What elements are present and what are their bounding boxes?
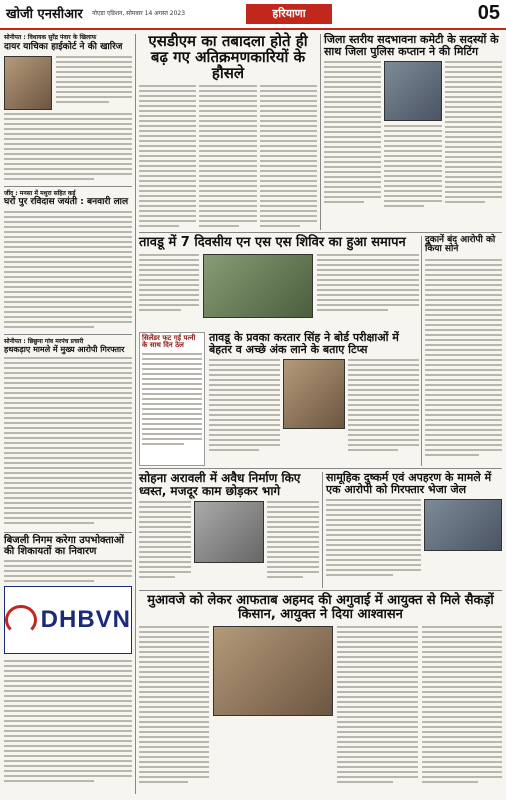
- demolition-photo: [194, 501, 264, 563]
- dhbvn-brand: DHBVN: [40, 606, 131, 633]
- cylinder-story: [139, 332, 205, 466]
- top-center-headline: एसडीएम का तबादला होते ही बढ़ गए अतिक्रमणकारियों के हौसले: [148, 32, 308, 82]
- top-right-headline: जिला स्तरीय सदभावना कमेटी के सदस्यों के साथ जिला पुलिस कप्तान ने की मिटिंग: [324, 33, 499, 58]
- left-column: [4, 34, 132, 794]
- compensation-headline: मुआवजे को लेकर आफताब अहमद की अगुवाई में आयुक्त से मिले सैकड़ों किसान, आयुक्त ने दिया आश्वासन: [147, 593, 494, 622]
- farmers-photo: [213, 626, 333, 716]
- right-side-story: [425, 236, 502, 464]
- meeting-photo: [384, 61, 441, 121]
- story3-kicker: सोनीपत : छिछुना गांव मरपंच प्रचारी: [4, 337, 84, 345]
- arrest-photo: [424, 499, 502, 551]
- sohna-demolition-story: [139, 472, 319, 588]
- story4-headline: बिजली निगम करेगा उपभोक्ताओं की शिकायतों का निवारण: [4, 535, 124, 557]
- top-center-story: [139, 34, 317, 230]
- arrest-story: [326, 472, 502, 588]
- edition-date: नोएडा एडिशन, सोमवार 14 अगस्त 2023: [92, 10, 186, 17]
- story1-headline: दायर याचिका हाईकोर्ट ने की खारिज: [4, 42, 123, 52]
- dhbvn-logo-icon: [5, 605, 37, 635]
- speaker-photo: [283, 359, 345, 429]
- story2-headline: घरों पुर रविदास जयंती : बनवारी लाल: [4, 197, 129, 208]
- sohna-demolition-headline: सोहना अरावली में अवैध निर्माण किए ध्वस्त, मजदूर काम छोड़कर भागे: [139, 471, 301, 498]
- story1-kicker: सोनीपत : विधायक सुरेंद्र पंवार के खिलाफ: [4, 34, 97, 41]
- dhbvn-advert: [4, 586, 132, 654]
- section-title: हरियाणा: [246, 4, 332, 24]
- top-right-story: [324, 34, 502, 230]
- story2-kicker: जींद : मनसा में मथुरा सहित कई: [4, 190, 76, 198]
- board-exam-story: [209, 332, 419, 466]
- masthead: [0, 0, 506, 30]
- story3-headline: हथकड़ाए मामले में मुख्य आरोपी गिरफ्तार: [4, 344, 125, 354]
- nss-camp-headline: तावडू में 7 दिवसीय एन एस एस शिविर का हुआ समापन: [139, 235, 406, 250]
- arrest-headline: सामूहिक दुष्कर्म एवं अपहरण के मामले में एक आरोपी को गिरफ्तार भेजा जेल: [326, 471, 492, 496]
- cylinder-headline: सिलेंडर फट गई पत्नी के साथ दिन ठेल: [142, 334, 196, 350]
- right-side-headline: दुकानें बंद आरोपी को किया सोने: [425, 235, 496, 255]
- story1-photo: [4, 56, 52, 110]
- page-number: 05: [477, 2, 500, 24]
- newspaper-logo: खोजी एनसीआर: [6, 7, 83, 22]
- nss-camp-photo: [203, 254, 313, 318]
- nss-camp-story: [139, 236, 419, 328]
- board-exam-headline: तावडू के प्रवका करतार सिंह ने बोर्ड परीक्षाओं में बेहतर व अच्छे अंक लाने के बताए टिप्स: [209, 331, 399, 356]
- compensation-story: [139, 594, 502, 794]
